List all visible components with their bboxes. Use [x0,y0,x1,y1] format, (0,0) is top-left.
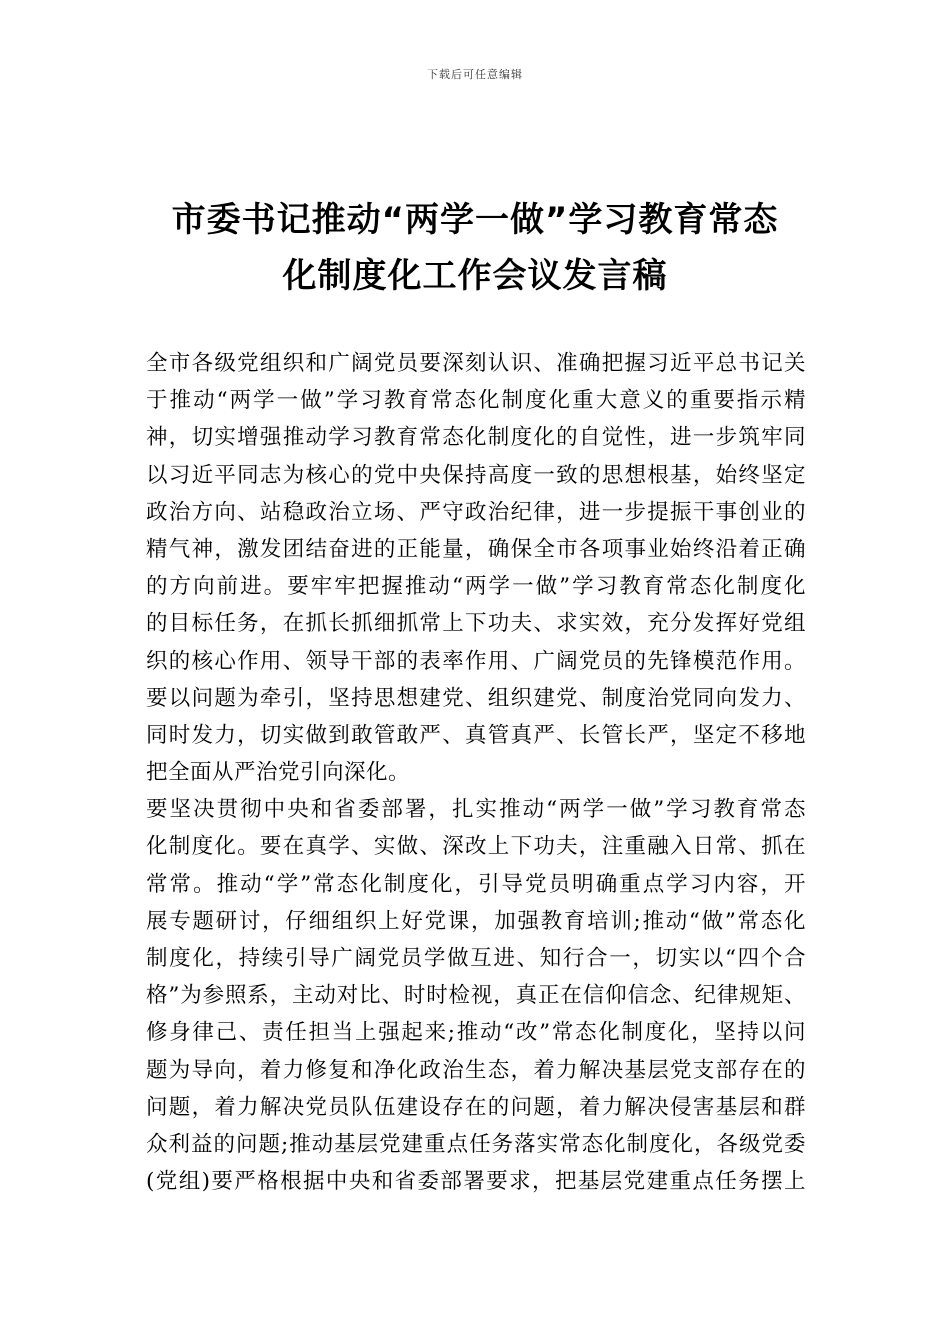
text-line: 织的核心作用、领导干部的表率作用、广阔党员的先锋模范作用。 [146,648,806,674]
text-line: 神，切实增强推动学习教育常态化制度化的自觉性，进一步筑牢同 [146,425,806,451]
text-line: 的方向前进。要牢牢把握推动“两学一做”学习教育常态化制度化 [146,574,806,600]
text-line: 修身律己、责任担当上强起来;推动“改”常态化制度化，坚持以问 [146,1020,806,1046]
text-line: 同时发力，切实做到敢管敢严、真管真严、长管长严，坚定不移地 [146,722,806,748]
text-line: 展专题研讨，仔细组织上好党课，加强教育培训;推动“做”常态化 [146,908,806,934]
text-line: 化制度化。要在真学、实做、深改上下功夫，注重融入日常、抓在 [146,834,806,860]
text-line: 精气神，激发团结奋进的正能量，确保全市各项事业始终沿着正确 [146,536,806,562]
paragraph-2 [146,791,806,1200]
text-line: 全市各级党组织和广阔党员要深刻认识、准确把握习近平总书记关 [146,351,806,376]
text-line: 要坚决贯彻中央和省委部署，扎实推动“两学一做”学习教育常态 [146,797,806,823]
paragraph-1 [146,345,806,791]
text-line: 格”为参照系，主动对比、时时检视，真正在信仰信念、纪律规矩、 [146,983,806,1009]
text-line: 于推动“两学一做”学习教育常态化制度化重大意义的重要指示精 [146,388,806,414]
text-line: 把全面从严治党引向深化。 [146,760,411,786]
document-title [100,192,850,304]
title-line-2: 化制度化工作会议发言稿 [282,256,668,296]
text-line: 问题，着力解决党员队伍建设存在的问题，着力解决侵害基层和群 [146,1094,806,1120]
text-line: 以习近平同志为核心的党中央保持高度一致的思想根基，始终坚定 [146,462,806,488]
text-line: 要以问题为牵引，坚持思想建党、组织建党、制度治党同向发力、 [146,685,806,711]
text-line: 政治方向、站稳政治立场、严守政治纪律，进一步提振干事创业的 [146,499,806,525]
header-note: 下载后可任意编辑 [427,68,523,81]
document-body [146,345,806,1200]
title-line-1: 市委书记推动“两学一做”学习教育常态 [171,200,779,240]
text-line: 的目标任务，在抓长抓细抓常上下功夫、求实效，充分发挥好党组 [146,611,806,637]
text-line: 制度化，持续引导广阔党员学做互进、知行合一，切实以“四个合 [146,946,806,971]
text-line: 常常。推动“学”常态化制度化，引导党员明确重点学习内容，开 [146,871,806,897]
text-line: 题为导向，着力修复和净化政治生态，着力解决基层党支部存在的 [146,1057,806,1083]
text-line: (党组)要严格根据中央和省委部署要求，把基层党建重点任务摆上 [146,1169,806,1195]
text-line: 众利益的问题;推动基层党建重点任务落实常态化制度化，各级党委 [146,1131,806,1157]
